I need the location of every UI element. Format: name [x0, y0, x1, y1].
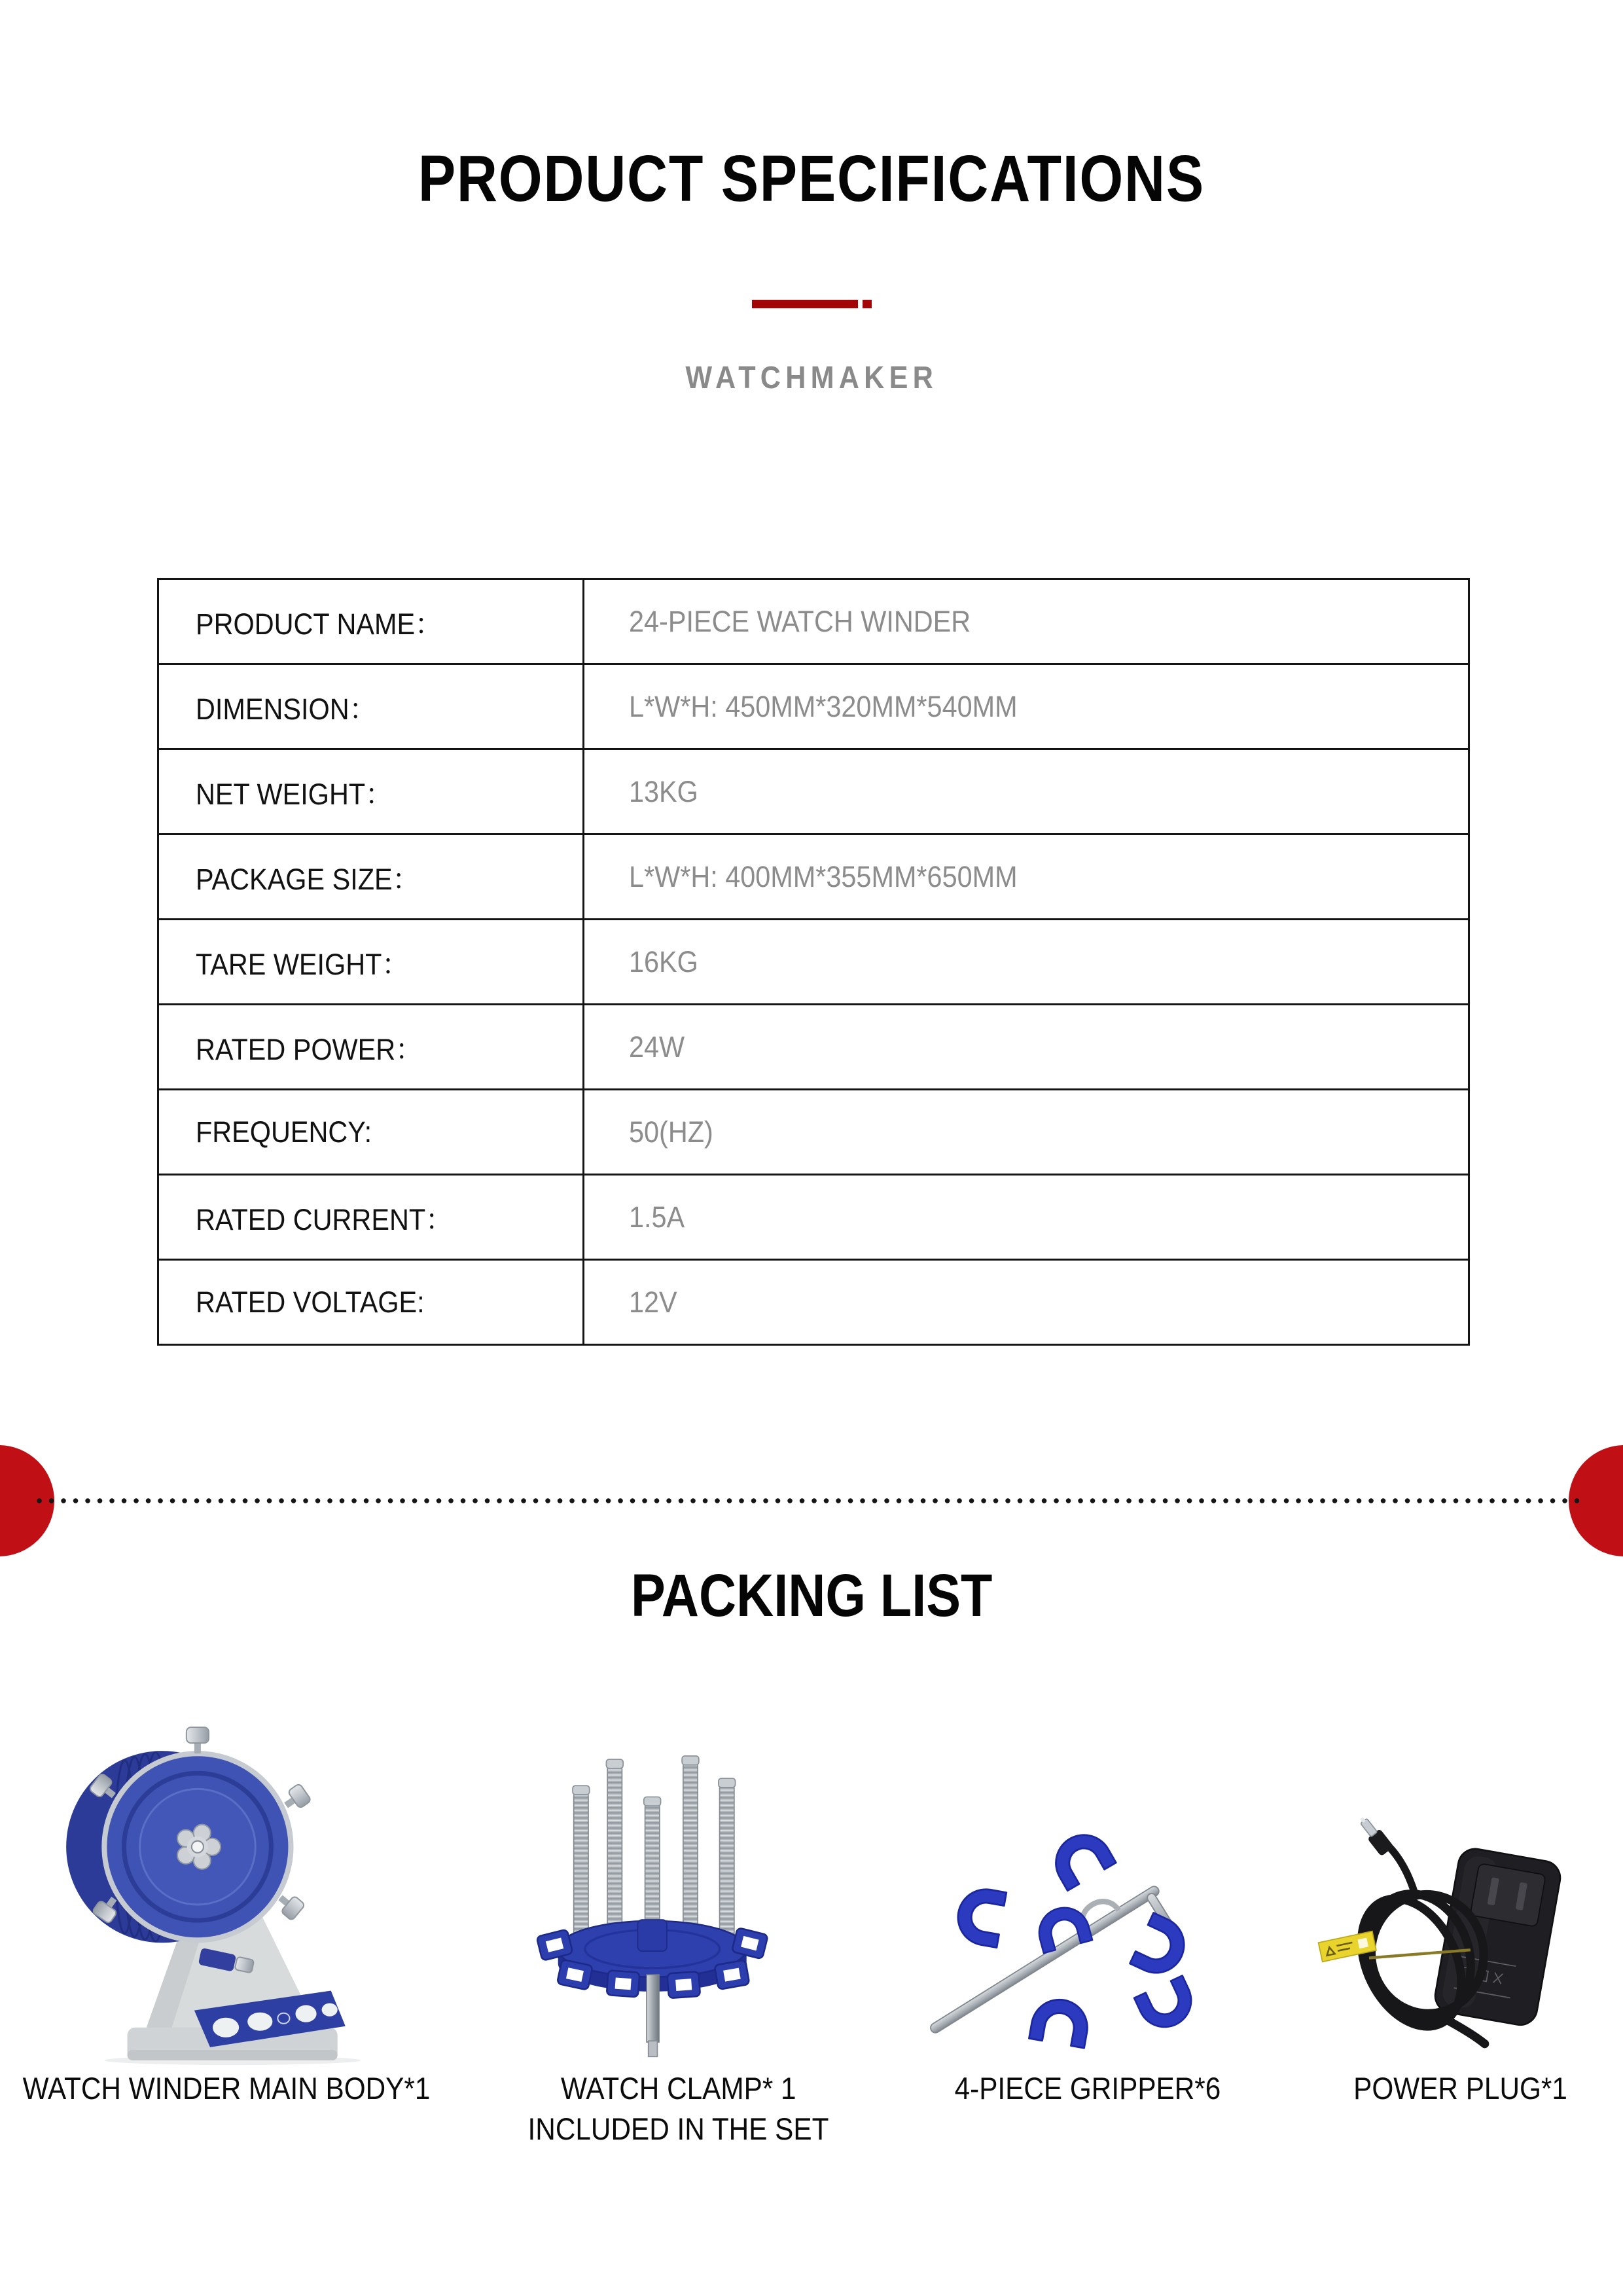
packing-items	[0, 1702, 1623, 2066]
title-accent-divider	[0, 300, 1623, 308]
packing-item-watch-clamp	[425, 1751, 877, 2066]
spec-value: 16KG	[584, 920, 1469, 1005]
spec-value: 12V	[584, 1260, 1469, 1345]
spec-label: RATED CURRENT：	[158, 1175, 584, 1260]
packing-captions	[0, 2068, 1623, 2149]
caption-watch-winder: WATCH WINDER MAIN BODY*1	[22, 2071, 431, 2106]
spec-label: DIMENSION：	[158, 664, 584, 749]
brand-subtitle	[0, 361, 1623, 396]
table-row	[158, 579, 1469, 664]
packing-list-title	[0, 1563, 1623, 1629]
spec-value: L*W*H: 450MM*320MM*540MM	[584, 664, 1469, 749]
clamp-shaft	[647, 1975, 659, 2056]
packing-item-power-plug	[1243, 1791, 1623, 2066]
spec-label: TARE WEIGHT：	[158, 920, 584, 1005]
dc-connector	[1355, 1813, 1394, 1856]
page-title	[0, 143, 1623, 215]
table-row	[158, 749, 1469, 834]
table-row	[158, 664, 1469, 749]
table-row	[158, 834, 1469, 920]
caption-watch-clamp: WATCH CLAMP* 1 INCLUDED IN THE SET	[528, 2071, 829, 2146]
caption-gripper: 4-PIECE GRIPPER*6	[954, 2071, 1221, 2106]
spec-value: 24-PIECE WATCH WINDER	[584, 579, 1469, 664]
drum-knob-top	[187, 1727, 209, 1753]
spec-table	[157, 578, 1470, 1346]
spec-label: PRODUCT NAME：	[158, 579, 584, 664]
spec-label: RATED POWER：	[158, 1005, 584, 1090]
gripper-illustration	[890, 1804, 1230, 2066]
packing-item-gripper	[877, 1804, 1243, 2066]
page-title-text: PRODUCT SPECIFICATIONS	[418, 142, 1205, 215]
spec-label: FREQUENCY:	[158, 1090, 584, 1175]
spec-label: NET WEIGHT：	[158, 749, 584, 834]
spec-value: 13KG	[584, 749, 1469, 834]
spec-value: L*W*H: 400MM*355MM*650MM	[584, 834, 1469, 920]
table-row	[158, 920, 1469, 1005]
spec-value: 50(HZ)	[584, 1090, 1469, 1175]
table-row	[158, 1175, 1469, 1260]
spec-value: 24W	[584, 1005, 1469, 1090]
caption-power-plug: POWER PLUG*1	[1353, 2071, 1568, 2106]
watch-clamp-illustration	[504, 1751, 798, 2066]
watch-winder-illustration	[20, 1724, 406, 2066]
power-plug-illustration	[1273, 1791, 1594, 2066]
spec-label: PACKAGE SIZE：	[158, 834, 584, 920]
spec-label: RATED VOLTAGE:	[158, 1260, 584, 1345]
accent-bar	[752, 300, 858, 308]
packing-list-title-text: PACKING LIST	[630, 1562, 993, 1629]
dotted-line	[36, 1496, 1587, 1505]
brand-subtitle-text: WATCHMAKER	[685, 361, 938, 395]
table-row	[158, 1260, 1469, 1345]
table-row	[158, 1005, 1469, 1090]
clamp-rods	[573, 1756, 736, 1945]
packing-item-watch-winder	[0, 1724, 425, 2066]
table-row	[158, 1090, 1469, 1175]
spec-value: 1.5A	[584, 1175, 1469, 1260]
accent-dot	[863, 300, 872, 308]
winder-drum	[66, 1727, 312, 1975]
